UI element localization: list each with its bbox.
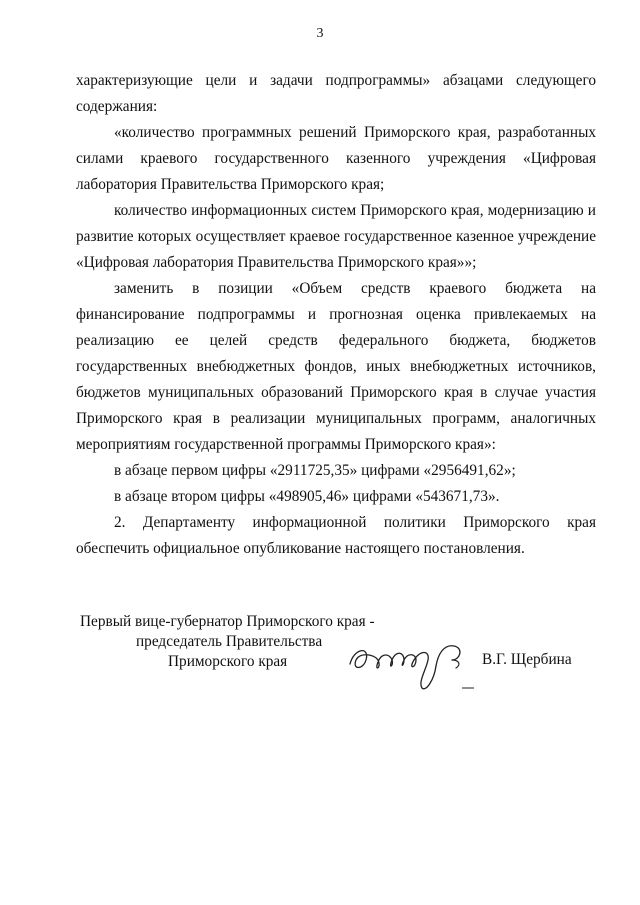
signatory-position-line1: Первый вице-губернатор Приморского края - — [80, 613, 375, 630]
handwritten-signature — [344, 630, 474, 692]
signature-block — [0, 612, 640, 692]
paragraph-first-figure: в абзаце первом цифры «2911725,35» цифрами «2956491,62»; — [114, 462, 516, 479]
paragraph-replace-budget: заменить в позиции «Объем средств краевого бюджета на финансирование подпрограммы и прогнозная оценка привлекаемых на реализацию ее целей средств федерального бюджета, бюджетов государственных внебюджетных фондов, иных внебюджетных источников, бюджетов муниципальных образований Приморского края в случае участия Приморского края в реализации муниципальных программ, аналогичных мероприятиям государственной программы Приморского края»: — [76, 280, 596, 453]
paragraph-continuation: характеризующие цели и задачи подпрограммы» абзацами следующего содержания: — [76, 72, 596, 115]
paragraph-publication: 2. Департаменту информационной политики Приморского края обеспечить официальное опубликование настоящего постановления. — [76, 514, 596, 557]
page-number: 3 — [316, 26, 324, 41]
signatory-position-line2: председатель Правительства — [136, 633, 323, 650]
paragraph-quote-programs: «количество программных решений Приморского края, разработанных силами краевого государственного казенного учреждения «Цифровая лаборатория Правительства Приморского края; — [76, 124, 596, 193]
paragraph-second-figure: в абзаце втором цифры «498905,46» цифрами «543671,73». — [114, 488, 500, 505]
signatory-name: В.Г. Щербина — [482, 651, 572, 668]
signatory-position-line3: Приморского края — [168, 653, 288, 670]
paragraph-info-systems: количество информационных систем Приморского края, модернизацию и развитие которых осуществляет краевое государственное казенное учреждение «Цифровая лаборатория Правительства Приморского края»»; — [76, 202, 596, 271]
document-body — [76, 68, 596, 562]
